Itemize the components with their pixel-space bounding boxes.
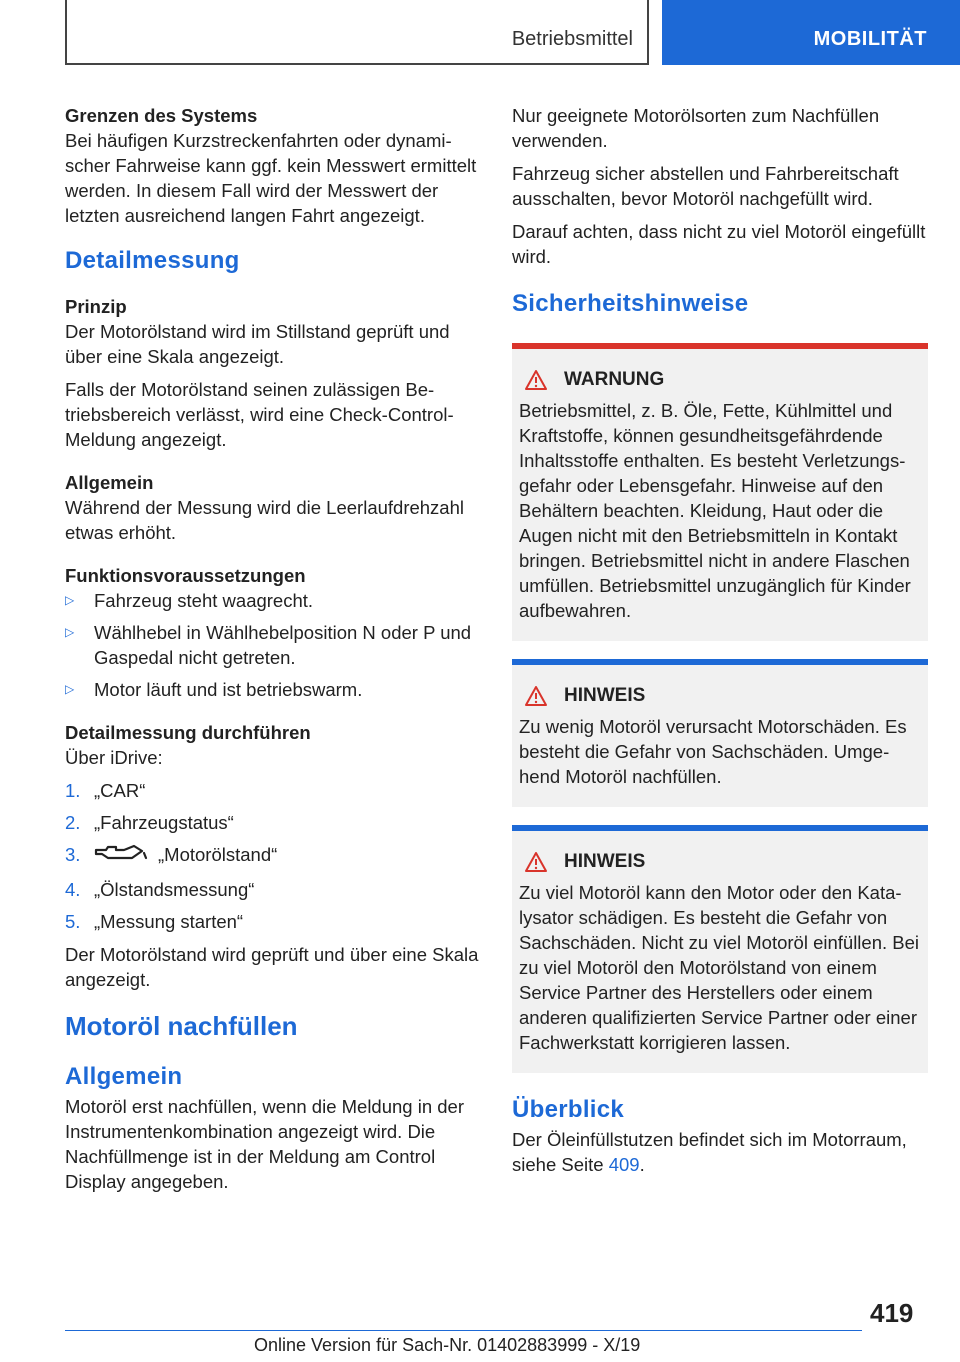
list-item: 1. „CAR“ xyxy=(65,780,146,801)
notice-title-1: HINWEIS xyxy=(519,683,921,708)
warning-triangle-icon xyxy=(524,685,548,707)
triangle-bullet-icon: ▷ xyxy=(65,682,75,696)
sicherheitshinweise-heading: Sicherheitshinweise xyxy=(512,290,749,317)
oil-can-icon xyxy=(94,842,150,870)
prinzip-text-1: Der Motorölstand wird im Stillstand geprüft und über eine Skala angezeigt. xyxy=(65,321,450,367)
footer-divider xyxy=(65,1330,862,1331)
chapter-title: MOBILITÄT xyxy=(813,28,927,50)
header-chapter-tab[interactable] xyxy=(662,0,960,65)
page-number: 419 xyxy=(870,1298,914,1328)
list-item: ▷ Wählhebel in Wählhebelposition N oder P und Gaspedal nicht getreten. xyxy=(65,622,472,668)
section-title: Betriebsmittel xyxy=(511,28,633,50)
warning-triangle-icon xyxy=(524,851,548,873)
warning-title: WARNUNG xyxy=(519,367,921,392)
notice-title-2: HINWEIS xyxy=(519,849,921,874)
right-text-3: Darauf achten, dass nicht zu viel Motoröl eingefüllt wird. xyxy=(512,221,926,267)
detailmessung-heading: Detailmessung xyxy=(65,247,240,274)
ueberblick-text: Der Öleinfüllstutzen befindet sich im Motorraum, siehe Seite 409. xyxy=(512,1129,907,1175)
steps-list xyxy=(65,778,481,934)
durchfuehren-title: Detailmessung durchführen xyxy=(65,722,311,743)
prinzip-text-2: Falls der Motorölstand seinen zulässigen Betriebsbereich verlässt, wird eine Check-Control-Meldung angezeigt. xyxy=(65,379,454,450)
list-item: ▷ Motor läuft und ist betriebswarm. xyxy=(65,679,363,700)
list-item: ▷ Fahrzeug steht waagrecht. xyxy=(65,590,314,611)
footer-online-version: Online Version für Sach-Nr. 01402883999 - X/19 xyxy=(254,1335,641,1355)
allgemein-nachfuellen-text: Motoröl erst nachfüllen, wenn die Meldung in der Instrumentenkombination angezeigt wird. Die Nachfüllmenge ist in der Meldung am Control Display angegeben. xyxy=(65,1096,465,1193)
ueberblick-heading: Überblick xyxy=(512,1096,625,1123)
grenzen-text: Bei häufigen Kurzstreckenfahrten oder dynamischer Fahrweise kann ggf. kein Messwert ermittelt werden. In diesem Fall wird der Messwert der letzten ausreichend langen Fahrt angezeigt. xyxy=(65,130,477,226)
notice-box-1 xyxy=(512,659,928,807)
triangle-bullet-icon: ▷ xyxy=(65,625,75,639)
page-reference-link[interactable]: 409 xyxy=(608,1154,640,1175)
list-item: 3. „Motorölstand“ xyxy=(65,842,481,870)
allgemein-heading: Allgemein xyxy=(65,1063,183,1091)
list-item: 5. „Messung starten“ xyxy=(65,911,244,933)
left-column xyxy=(65,103,481,1202)
notice-box-2 xyxy=(512,825,928,1073)
right-text-2: Fahrzeug sicher abstellen und Fahrbereitschaft ausschalten, bevor Motoröl nachgefüllt wird. xyxy=(512,163,899,209)
warning-text: Betriebsmittel, z. B. Öle, Fette, Kühlmittel und Kraftstoffe, können gesundheitsgefährdende Inhaltsstoffe enthalten. Es besteht Verletzungsgefahr oder Lebensgefahr. Hinweise auf den Behältern beachten. Kleidung, Haut oder die Augen nicht mit den Betriebsmitteln in Kontakt bringen. Betriebsmittel nicht in andere Flaschen umfüllen. Betriebsmittel unzugänglich für Kinder aufbewahren. xyxy=(519,400,911,621)
notice-text-2: Zu viel Motoröl kann den Motor oder den Katalysator schädigen. Es besteht die Gefahr von Sachschäden. Nicht zu viel Motoröl einfüllen. Bei zu viel Motoröl den Motorölstand von einem Service Partner des Herstellers oder einem anderen qualifizierten Service Partner oder einer Fachwerkstatt korrigieren lassen. xyxy=(519,882,920,1053)
warning-box xyxy=(512,343,928,641)
prinzip-title: Prinzip xyxy=(65,296,127,317)
allgemein-text: Während der Messung wird die Leerlaufdrehzahl etwas erhöht. xyxy=(65,497,464,543)
right-column xyxy=(512,103,928,1185)
idrive-intro: Über iDrive: xyxy=(65,747,163,768)
list-item: 4. „Ölstandsmessung“ xyxy=(65,879,255,901)
nachfuellen-heading: Motoröl nachfüllen xyxy=(65,1011,298,1042)
right-text-1: Nur geeignete Motorölsorten zum Nachfüllen verwenden. xyxy=(512,105,880,151)
funktionsvoraussetzungen-title: Funktionsvoraussetzungen xyxy=(65,565,306,586)
result-text: Der Motorölstand wird geprüft und über eine Skala angezeigt. xyxy=(65,944,479,991)
triangle-bullet-icon: ▷ xyxy=(65,593,75,607)
notice-text-1: Zu wenig Motoröl verursacht Motorschäden. Es besteht die Gefahr von Sachschäden. Umgehend Motoröl nachfüllen. xyxy=(519,716,907,787)
header-section-tab xyxy=(65,0,649,65)
list-item: 2. „Fahrzeugstatus“ xyxy=(65,812,234,833)
funktionsvoraussetzungen-list xyxy=(65,588,481,702)
warning-triangle-icon xyxy=(524,369,548,391)
grenzen-title: Grenzen des Systems xyxy=(65,105,258,126)
allgemein-title: Allgemein xyxy=(65,472,154,493)
